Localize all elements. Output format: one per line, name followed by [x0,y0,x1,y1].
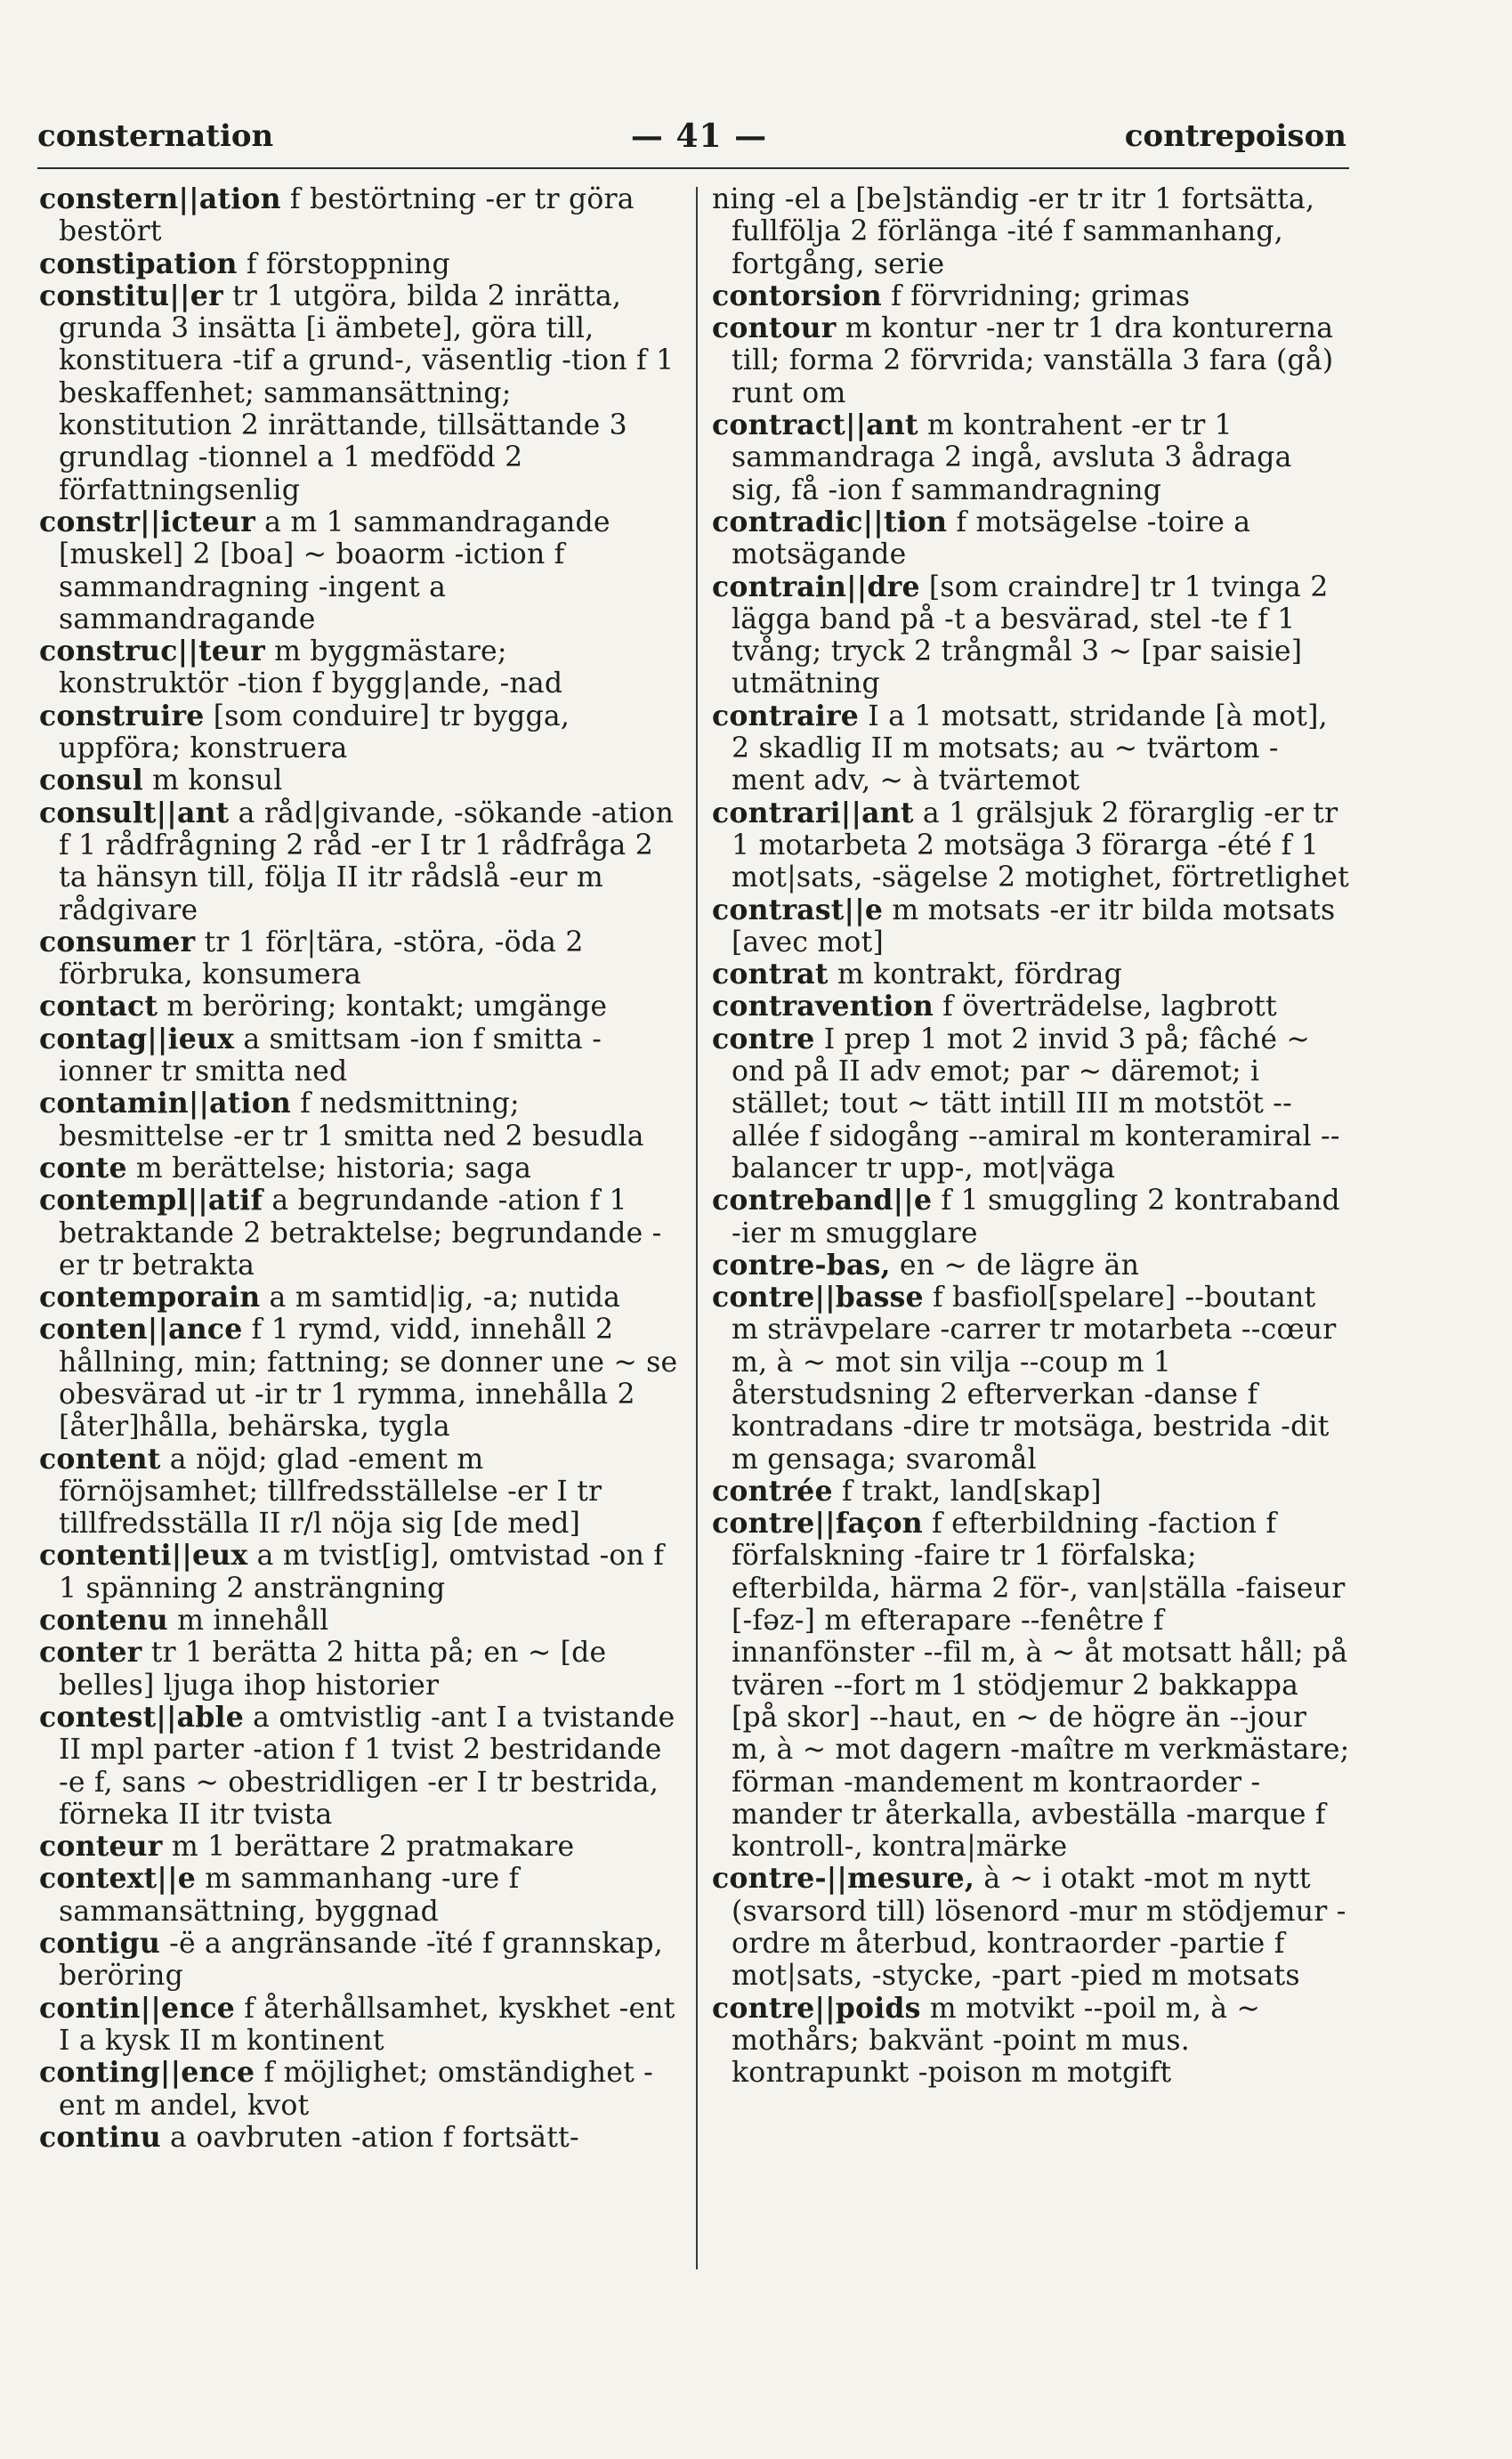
entry-headword: consumer [39,925,196,959]
dictionary-entry [39,1153,680,1185]
entry-definition: [som craindre] tr 1 tvinga 2 lägga band på -t a besvärad, stel -te f 1 tvång; tryck 2 trångmål 3 ~ [par saisie] utmätning [732,570,1329,700]
entry-headword: constipation [39,247,238,280]
entry-headword: context||e [39,1862,196,1896]
entry-definition: m kontur -ner tr 1 dra konturerna till; forma 2 förvrida; vanställa 3 fara (gå) runt om [732,312,1334,409]
dictionary-entry [712,506,1351,571]
entry-definition: [som conduire] tr bygga, uppföra; konstruera [59,700,570,765]
entry-headword: contenu [39,1604,168,1638]
entry-headword: contre||poids [712,1991,921,2025]
right-guide-word: contrepoison [1124,118,1346,154]
entry-definition: a smittsam -ion f smitta -ionner tr smitta ned [59,1023,602,1088]
entry-headword: continu [39,2120,161,2154]
entry-definition: ning -el a [be]ständig -er tr itr 1 fortsätta, fullfölja 2 förlänga -ité f sammanhang, fortgång, serie [712,183,1315,280]
entry-definition: m byggmästare; konstruktör -tion f bygg|ande, -nad [59,635,563,700]
right-column [712,183,1351,2090]
entry-definition: m beröring; kontakt; umgänge [166,991,608,1023]
entry-headword: conting||ence [39,2056,255,2090]
entry-headword: contact [39,990,158,1023]
dictionary-entry [39,1282,680,1314]
dictionary-entry [39,1605,680,1637]
dictionary-entry [712,312,1351,409]
entry-headword: contre-bas, [712,1248,891,1282]
entry-headword: contravention [712,990,934,1023]
entry-headword: constitu||er [39,279,223,312]
entry-headword: conte [39,1151,127,1185]
dictionary-entry [39,183,680,248]
entry-headword: contraire [712,699,860,732]
dictionary-entry [39,1831,680,1863]
dictionary-entry [39,635,680,700]
entry-definition: tr 1 för|tära, -störa, -öda 2 förbruka, konsumera [59,926,584,991]
dictionary-entry [39,248,680,280]
dictionary-entry [712,1476,1351,1508]
dictionary-entry [39,506,680,635]
entry-headword: contre||façon [712,1507,923,1541]
dictionary-entry [39,2057,680,2122]
entry-headword: contre-||mesure, [712,1862,975,1896]
entry-headword: construc||teur [39,635,265,668]
entry-definition: m motsats -er itr bilda motsats [avec mot] [732,894,1336,959]
dictionary-entry [712,571,1351,700]
dictionary-entry [39,700,680,765]
dictionary-entry [712,1250,1351,1282]
entry-definition: f återhållsamhet, kyskhet -ent I a kysk II m kontinent [59,1992,675,2057]
dictionary-entry [39,280,680,506]
entry-headword: contradic||tion [712,505,948,538]
entry-definition: f nedsmittning; besmittelse -er tr 1 smitta ned 2 besudla [59,1088,644,1153]
dictionary-entry [712,280,1351,312]
entry-headword: contre||basse [712,1281,924,1314]
entry-definition: m innehåll [177,1605,329,1638]
page-header [37,112,1346,160]
entry-headword: contre [712,1022,815,1056]
entry-headword: construire [39,699,205,732]
entry-headword: consul [39,764,143,797]
dictionary-entry [712,1863,1351,1992]
entry-headword: conteur [39,1830,163,1864]
entry-headword: contrat [712,958,829,991]
entry-definition: f möjlighet; omständighet -ent m andel, kvot [59,2057,654,2122]
entry-headword: contigu [39,1927,160,1961]
entry-definition: a m samtid|ig, -a; nutida [269,1282,621,1314]
header-rule [37,167,1349,169]
dictionary-entry [39,797,680,926]
entry-headword: constern||ation [39,182,281,215]
entry-headword: contract||ant [712,408,918,442]
left-column [39,183,680,2154]
entry-definition: a begrundande -ation f 1 betraktande 2 betraktelse; begrundande -er tr betrakta [59,1185,662,1282]
entry-definition: I a 1 motsatt, stridande [à mot], 2 skadlig II m motsats; au ~ tvärtom -ment adv, ~ à tvärtemot [732,700,1328,797]
dictionary-entry [39,1928,680,1993]
entry-definition: à ~ i otakt -mot m nytt (svarsord till) lösenord -mur m stödjemur -ordre m återbud, kontraorder -partie f mot|sats, -stycke, -part -pied m motsats [732,1863,1346,1993]
entry-headword: contrain||dre [712,570,920,603]
entry-headword: contin||ence [39,1991,235,2025]
entry-definition: a råd|givande, -sökande -ation f 1 rådfrågning 2 råd -er I tr 1 rådfråga 2 ta hänsyn till, följa II itr rådslå -eur m rådgivare [59,797,675,926]
entry-headword: content [39,1442,161,1476]
entry-definition: f förvridning; grimas [891,279,1191,312]
dictionary-entry [39,991,680,1023]
entry-headword: conten||ance [39,1313,243,1347]
entry-definition: tr 1 berätta 2 hitta på; en ~ [de belles] ljuga ihop historier [59,1637,607,1702]
entry-definition: f 1 rymd, vidd, innehåll 2 hållning, min; fattning; se donner une ~ se obesvärad ut -ir tr 1 rymma, innehålla 2 [åter]hålla, behärska, tygla [59,1314,678,1444]
dictionary-entry [39,1637,680,1702]
entry-definition: a oavbruten -ation f fortsätt- [170,2121,579,2154]
dictionary-entry [712,409,1351,506]
entry-headword: contempl||atif [39,1184,263,1217]
entry-definition: I prep 1 mot 2 invid 3 på; fâché ~ ond på II adv emot; par ~ däremot; i stället; tout ~ tätt intill III m motstöt --allée f sidogång --amiral m konteramiral --balancer tr upp-, mot|väga [732,1023,1340,1185]
entry-headword: conter [39,1636,142,1670]
entry-definition: f efterbildning -faction f förfalskning -faire tr 1 förfalska; efterbilda, härma 2 för-, van|ställa -faiseur [-fəz-] m efterapare --fenêtre f innanfönster --fil m, à ~ åt motsatt håll; på tvären --fort m 1 stödjemur 2 bakkappa [på skor] --haut, en ~ de högre än --jour m, à ~ mot dagern -maître m verkmästare; förman -mandement m kontraorder -mander tr återkalla, avbeställa -marque f kontroll-, kontra|märke [732,1508,1350,1864]
entry-headword: contrari||ant [712,796,914,829]
entry-headword: contrast||e [712,893,884,926]
dictionary-entry [39,1702,680,1831]
entry-headword: contour [712,311,837,345]
entry-definition: a omtvistlig -ant I a tvistande II mpl parter -ation f 1 tvist 2 bestridande -e f, sans ~ obestridligen -er I tr bestrida, förneka II itr tvista [59,1701,675,1831]
entry-headword: constr||icteur [39,505,255,538]
dictionary-entry [712,183,1351,280]
entry-headword: contenti||eux [39,1539,248,1573]
dictionary-entry [712,991,1351,1023]
entry-definition: f motsägelse -toire a motsägande [732,506,1251,571]
dictionary-entry [39,1185,680,1282]
dictionary-entry [39,1023,680,1088]
entry-headword: contreband||e [712,1184,933,1217]
left-guide-word: consternation [37,118,274,154]
entry-definition: tr 1 utgöra, bilda 2 inrätta, grunda 3 insätta [i ämbete], göra till, konstituera -tif a grund-, väsentlig -tion f 1 beskaffenhet; sammansättning; konstitution 2 inrättande, tillsättande 3 grundlag -tionnel a 1 medfödd 2 författningsenlig [59,279,675,506]
entry-definition: m kontrakt, fördrag [837,959,1122,991]
entry-headword: consult||ant [39,796,230,829]
entry-definition: f överträdelse, lagbrott [942,991,1277,1023]
entry-definition: a m tvist[ig], omtvistad -on f 1 spänning 2 ansträngning [59,1540,665,1605]
entry-definition: m motvikt --poil m, à ~ mothårs; bakvänt -point m mus. kontrapunkt -poison m motgift [732,1992,1261,2090]
entry-definition: f förstoppning [246,247,450,280]
entry-definition: f bestörtning -er tr göra bestört [59,183,635,248]
dictionary-entry [712,1993,1351,2090]
dictionary-entry [39,1863,680,1928]
entry-definition: a nöjd; glad -ement m förnöjsamhet; tillfredsställelse -er I tr tillfredsställa II r/l nöja sig [de med] [59,1443,602,1541]
dictionary-entry [39,1314,680,1443]
dictionary-entry [712,700,1351,797]
entry-headword: contag||ieux [39,1022,235,1056]
entry-definition: m 1 berättare 2 pratmakare [171,1831,575,1864]
dictionary-entry [39,1088,680,1153]
entry-definition: a 1 grälsjuk 2 förarglig -er tr 1 motarbeta 2 motsäga 3 förarga -été f 1 mot|sats, -sägelse 2 motighet, förtretlighet [732,797,1349,894]
entry-headword: contamin||ation [39,1087,292,1120]
dictionary-entry [712,1508,1351,1863]
dictionary-entry [712,797,1351,894]
entry-definition: f trakt, land[skap] [841,1475,1102,1508]
entry-definition: f 1 smuggling 2 kontraband -ier m smugglare [732,1185,1340,1250]
dictionary-entry [39,926,680,991]
dictionary-entry [712,1023,1351,1185]
entry-headword: contorsion [712,279,882,312]
entry-headword: contemporain [39,1281,261,1314]
entry-definition: f basfiol[spelare] --boutant m strävpelare -carrer tr motarbeta --cœur m, à ~ mot sin vilja --coup m 1 återstudsning 2 efterverkan -danse f kontradans -dire tr motsäga, bestrida -dit m gensaga; svaromål [732,1282,1337,1476]
entry-definition: en ~ de lägre än [899,1249,1140,1282]
dictionary-entry [39,2122,680,2154]
dictionary-entry [712,1282,1351,1476]
entry-headword: contest||able [39,1700,244,1734]
dictionary-entry [712,1185,1351,1250]
dictionary-entry [39,764,680,797]
entry-definition: m kontrahent -er tr 1 sammandraga 2 ingå, avsluta 3 ådraga sig, få -ion f sammandragning [732,409,1292,506]
entry-definition: m sammanhang -ure f sammansättning, byggnad [59,1863,520,1928]
entry-definition: a m 1 sammandragande [muskel] 2 [boa] ~ boaorm -iction f sammandragning -ingent a sammandragande [59,506,610,635]
column-divider [696,187,698,2269]
entry-definition: m konsul [152,764,283,797]
dictionary-entry [712,894,1351,959]
page-number: — 41 — [630,117,768,155]
dictionary-entry [39,1993,680,2058]
entry-headword: contrée [712,1474,833,1508]
dictionary-entry [712,959,1351,991]
entry-definition: -ë a angränsande -ïté f grannskap, beröring [59,1928,663,1993]
dictionary-entry [39,1444,680,1541]
dictionary-entry [39,1540,680,1605]
entry-definition: m berättelse; historia; saga [135,1152,532,1185]
